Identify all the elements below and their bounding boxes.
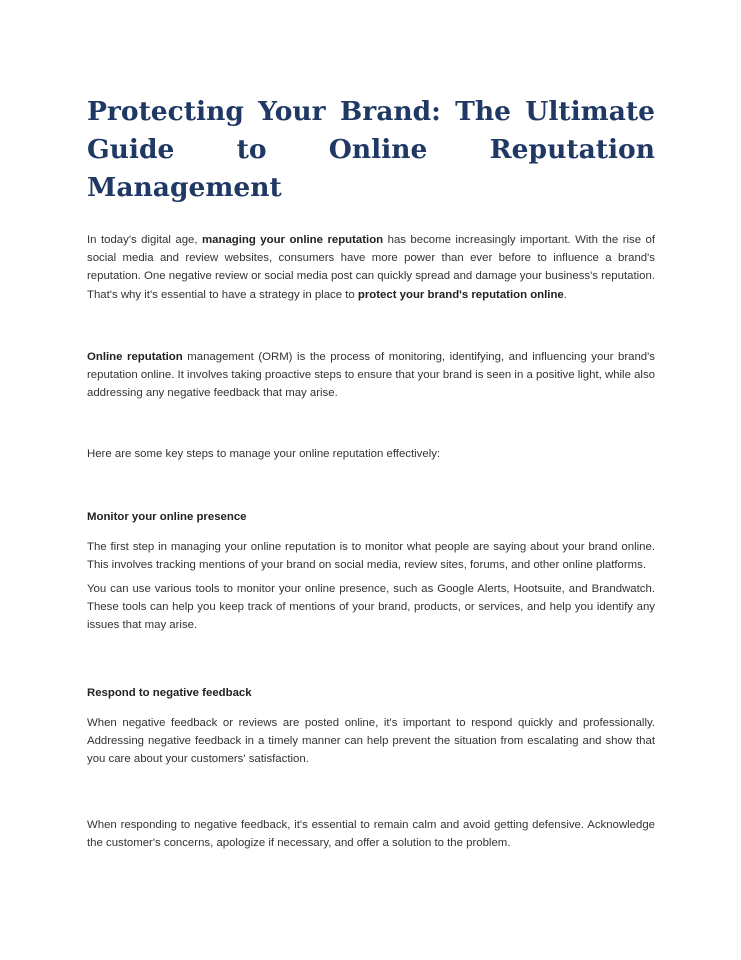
intro-text-3: . [563,288,567,301]
section-heading-respond: Respond to negative feedback [87,686,252,699]
monitor-paragraph-2: You can use various tools to monitor your online presence, such as Google Alerts, Hootsuite, and Brandwatch. These tools can help you keep track of mentions of your brand, products, or services, and help you identify any issues that may arise. [87,583,655,632]
intro-bold-1: managing your online reputation [202,234,384,246]
monitor-paragraph-1: The first step in managing your online reputation is to monitor what people are saying about your brand online. This involves tracking mentions of your brand on social media, review sites, forums, and other online platforms. [87,540,655,571]
intro-paragraph [87,231,655,304]
intro-bold-2: protect your brand's reputation online [357,288,564,301]
document-page [87,93,655,853]
orm-paragraph [87,348,655,403]
lead-paragraph: Here are some key steps to manage your online reputation effectively: [87,448,441,461]
orm-text: management (ORM) is the process of monitoring, identifying, and influencing your brand's reputation online. It involves taking proactive steps to ensure that your brand is seen in a positive light, while also addressing any negative feedback that may arise. [87,350,656,400]
section-heading-monitor: Monitor your online presence [87,510,247,523]
respond-paragraph-2: When responding to negative feedback, it's essential to remain calm and avoid getting defensive. Acknowledge the customer's concerns, apologize if necessary, and offer a solution to the problem. [87,819,655,850]
orm-bold: Online reputation [87,350,183,363]
intro-text-1: In today's digital age, [87,234,203,246]
document-title: Protecting Your Brand: The Ultimate Guide to Online Reputation Management [87,96,655,203]
intro-text-2: has become increasingly important. With the rise of social media and review websites, consumers have more power than ever before to influence a brand's reputation. One negative review or social media post can quickly spread and damage your business's reputation. That's why it's essential to have a strategy in place to [87,234,656,301]
respond-paragraph-1: When negative feedback or reviews are posted online, it's important to respond quickly and professionally. Addressing negative feedback in a timely manner can help prevent the situation from escalating and show that you care about your customers' satisfaction. [87,716,655,766]
